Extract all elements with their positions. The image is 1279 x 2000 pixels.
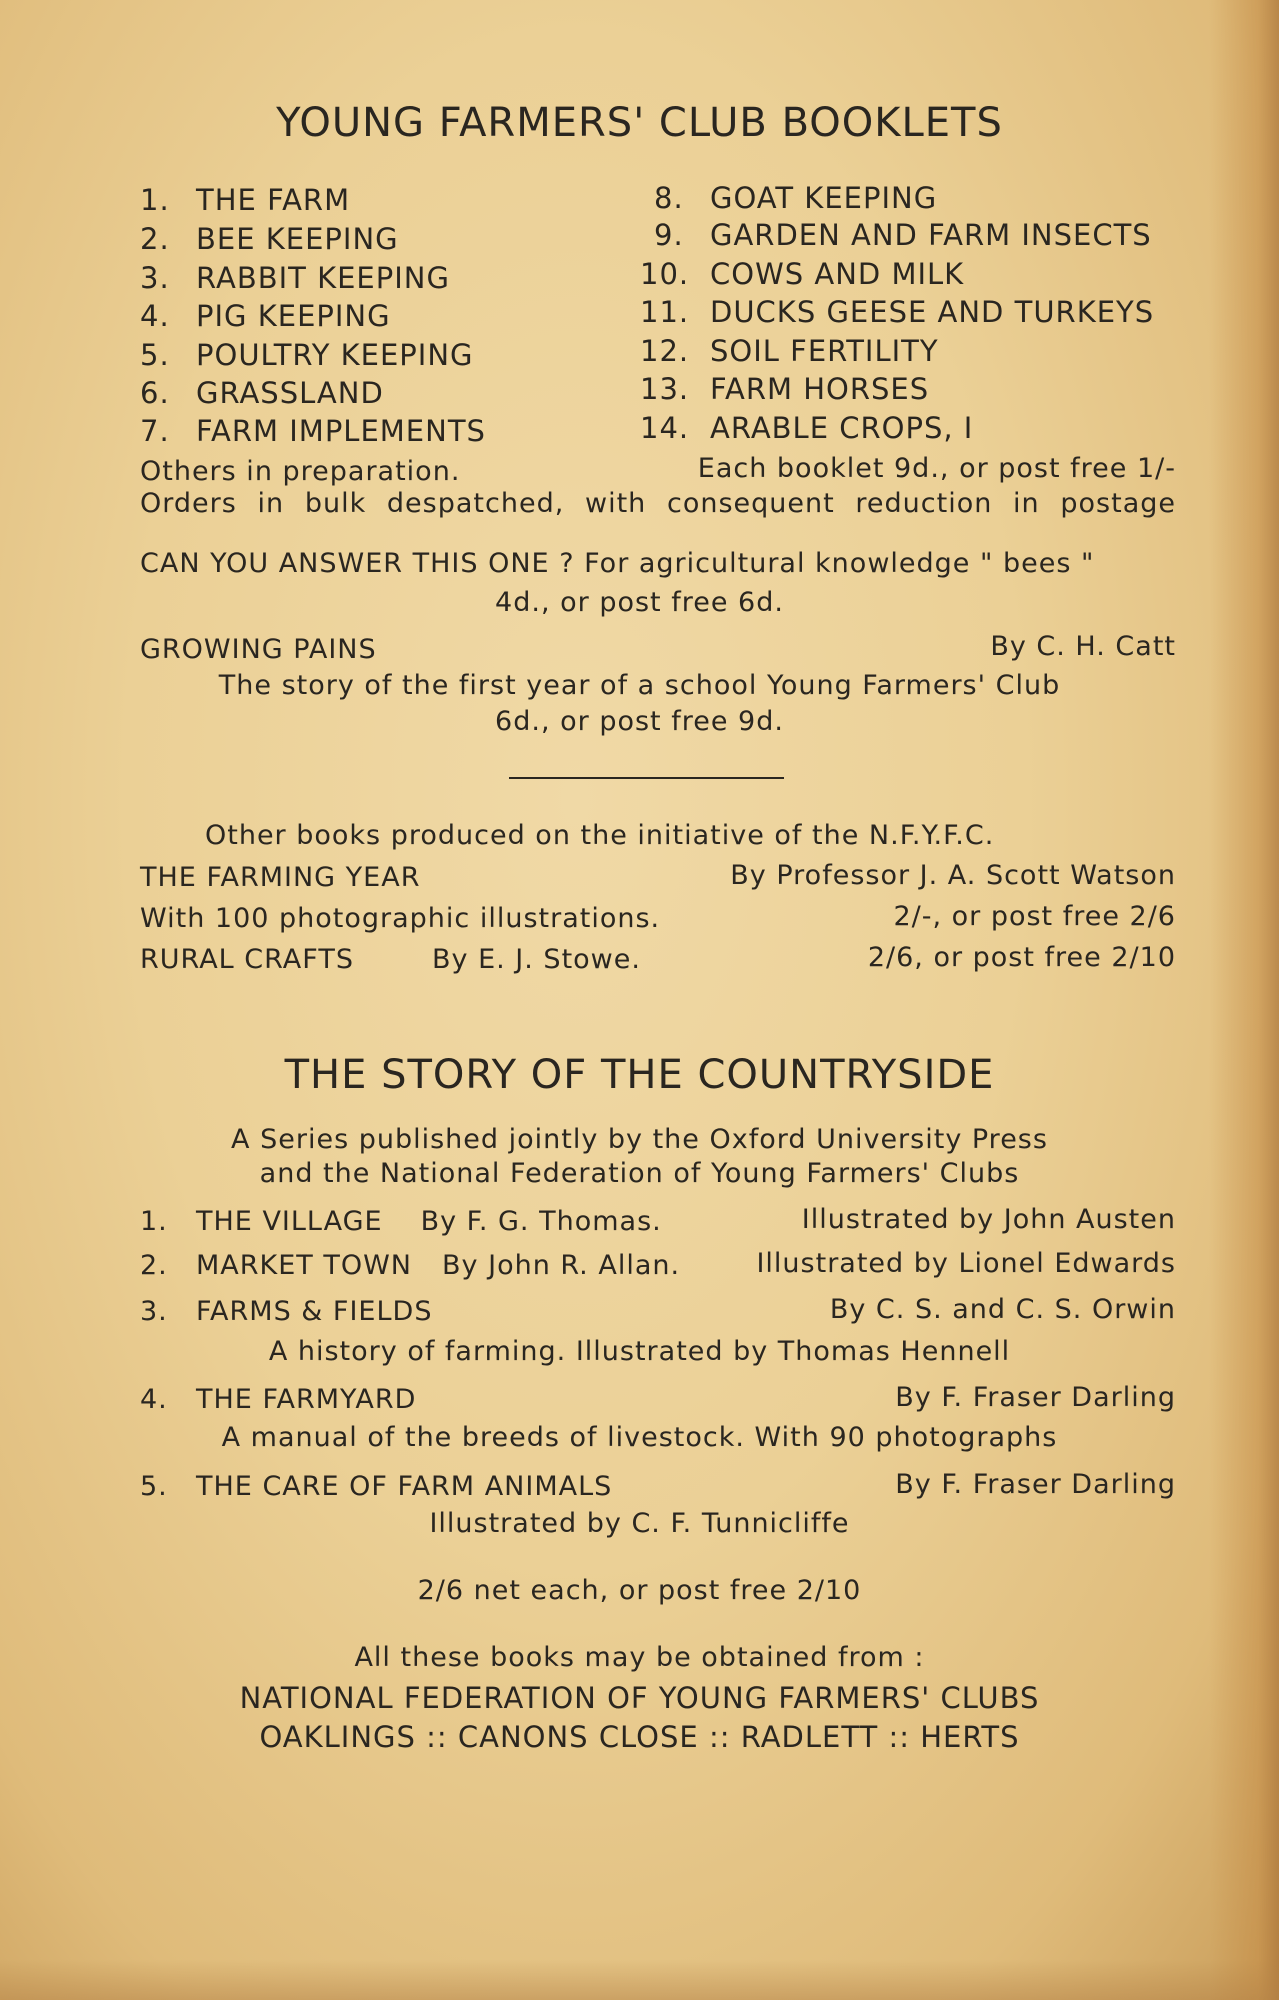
booklet-item-6: 6. GRASSLAND xyxy=(140,376,384,410)
booklets-title: YOUNG FARMERS' CLUB BOOKLETS xyxy=(276,100,1003,146)
farming-year-price: 2/-, or post free 2/6 xyxy=(893,901,1176,932)
story-price: 2/6 net each, or post free 2/10 xyxy=(417,1575,862,1606)
farming-year-title: THE FARMING YEAR xyxy=(140,862,421,893)
booklet-item-10: 10. COWS AND MILK xyxy=(640,257,965,291)
growing-price: 6d., or post free 9d. xyxy=(495,706,784,737)
story-item-5: 5. THE CARE OF FARM ANIMALS xyxy=(140,1471,613,1502)
booklet-item-9: 9. GARDEN AND FARM INSECTS xyxy=(654,218,1152,252)
growing-author: By C. H. Catt xyxy=(990,631,1176,662)
story-title: THE STORY OF THE COUNTRYSIDE xyxy=(284,1052,995,1098)
booklet-item-14: 14. ARABLE CROPS, I xyxy=(640,411,974,445)
booklet-item-12: 12. SOIL FERTILITY xyxy=(640,334,939,368)
story-item-3-author: By C. S. and C. S. Orwin xyxy=(829,1294,1176,1325)
rural-crafts-author: By E. J. Stowe. xyxy=(432,944,641,975)
story-intro-1: A Series published jointly by the Oxford University Press xyxy=(231,1124,1048,1155)
booklet-price: Each booklet 9d., or post free 1/- xyxy=(697,453,1176,484)
story-item-4: 4. THE FARMYARD xyxy=(140,1384,417,1415)
growing-title: GROWING PAINS xyxy=(140,634,377,665)
booklet-item-11: 11. DUCKS GEESE AND TURKEYS xyxy=(640,295,1155,329)
others-note: Others in preparation. xyxy=(140,456,461,487)
farming-year-desc: With 100 photographic illustrations. xyxy=(140,903,661,934)
section-divider xyxy=(509,777,784,779)
other-books-intro: Other books produced on the initiative of the N.F.Y.F.C. xyxy=(205,820,995,851)
page-bottom-stain xyxy=(0,1960,1279,2000)
story-item-1-illustrator: Illustrated by John Austen xyxy=(801,1204,1176,1235)
booklet-item-3: 3. RABBIT KEEPING xyxy=(140,261,450,295)
story-intro-2: and the National Federation of Young Farmers' Clubs xyxy=(259,1158,1020,1189)
story-item-2-illustrator: Illustrated by Lionel Edwards xyxy=(756,1248,1176,1279)
growing-desc: The story of the first year of a school Young Farmers' Club xyxy=(218,670,1061,701)
booklet-item-7: 7. FARM IMPLEMENTS xyxy=(140,414,486,448)
rural-crafts-price: 2/6, or post free 2/10 xyxy=(867,942,1176,973)
booklet-item-8: 8. GOAT KEEPING xyxy=(654,181,938,215)
quiz-line: CAN YOU ANSWER THIS ONE ? For agricultural knowledge " bees " xyxy=(140,548,1095,579)
booklet-item-13: 13. FARM HORSES xyxy=(640,372,930,406)
story-item-5-author: By F. Fraser Darling xyxy=(895,1469,1176,1500)
story-item-3: 3. FARMS & FIELDS xyxy=(140,1296,433,1327)
bulk-note: Orders in bulk despatched, with consequent reduction in postage xyxy=(140,488,1176,519)
story-item-2: 2. MARKET TOWN By John R. Allan. xyxy=(140,1250,681,1281)
booklet-item-2: 2. BEE KEEPING xyxy=(140,222,399,256)
obtain-note: All these books may be obtained from : xyxy=(354,1642,925,1673)
story-item-4-author: By F. Fraser Darling xyxy=(895,1382,1176,1413)
quiz-price: 4d., or post free 6d. xyxy=(495,587,784,618)
org-address: OAKLINGS :: CANONS CLOSE :: RADLETT :: HERTS xyxy=(259,1720,1020,1754)
story-item-3-sub: A history of farming. Illustrated by Thomas Hennell xyxy=(268,1336,1011,1367)
story-item-1: 1. THE VILLAGE By F. G. Thomas. xyxy=(140,1206,662,1237)
booklet-item-1: 1. THE FARM xyxy=(140,183,351,217)
org-name: NATIONAL FEDERATION OF YOUNG FARMERS' CLUBS xyxy=(239,1681,1040,1715)
booklet-item-4: 4. PIG KEEPING xyxy=(140,299,391,333)
rural-crafts-title: RURAL CRAFTS xyxy=(140,944,354,975)
booklet-item-5: 5. POULTRY KEEPING xyxy=(140,338,474,372)
story-item-4-sub: A manual of the breeds of livestock. With 90 photographs xyxy=(221,1422,1058,1453)
story-item-5-sub: Illustrated by C. F. Tunnicliffe xyxy=(429,1508,850,1539)
farming-year-author: By Professor J. A. Scott Watson xyxy=(730,860,1176,891)
